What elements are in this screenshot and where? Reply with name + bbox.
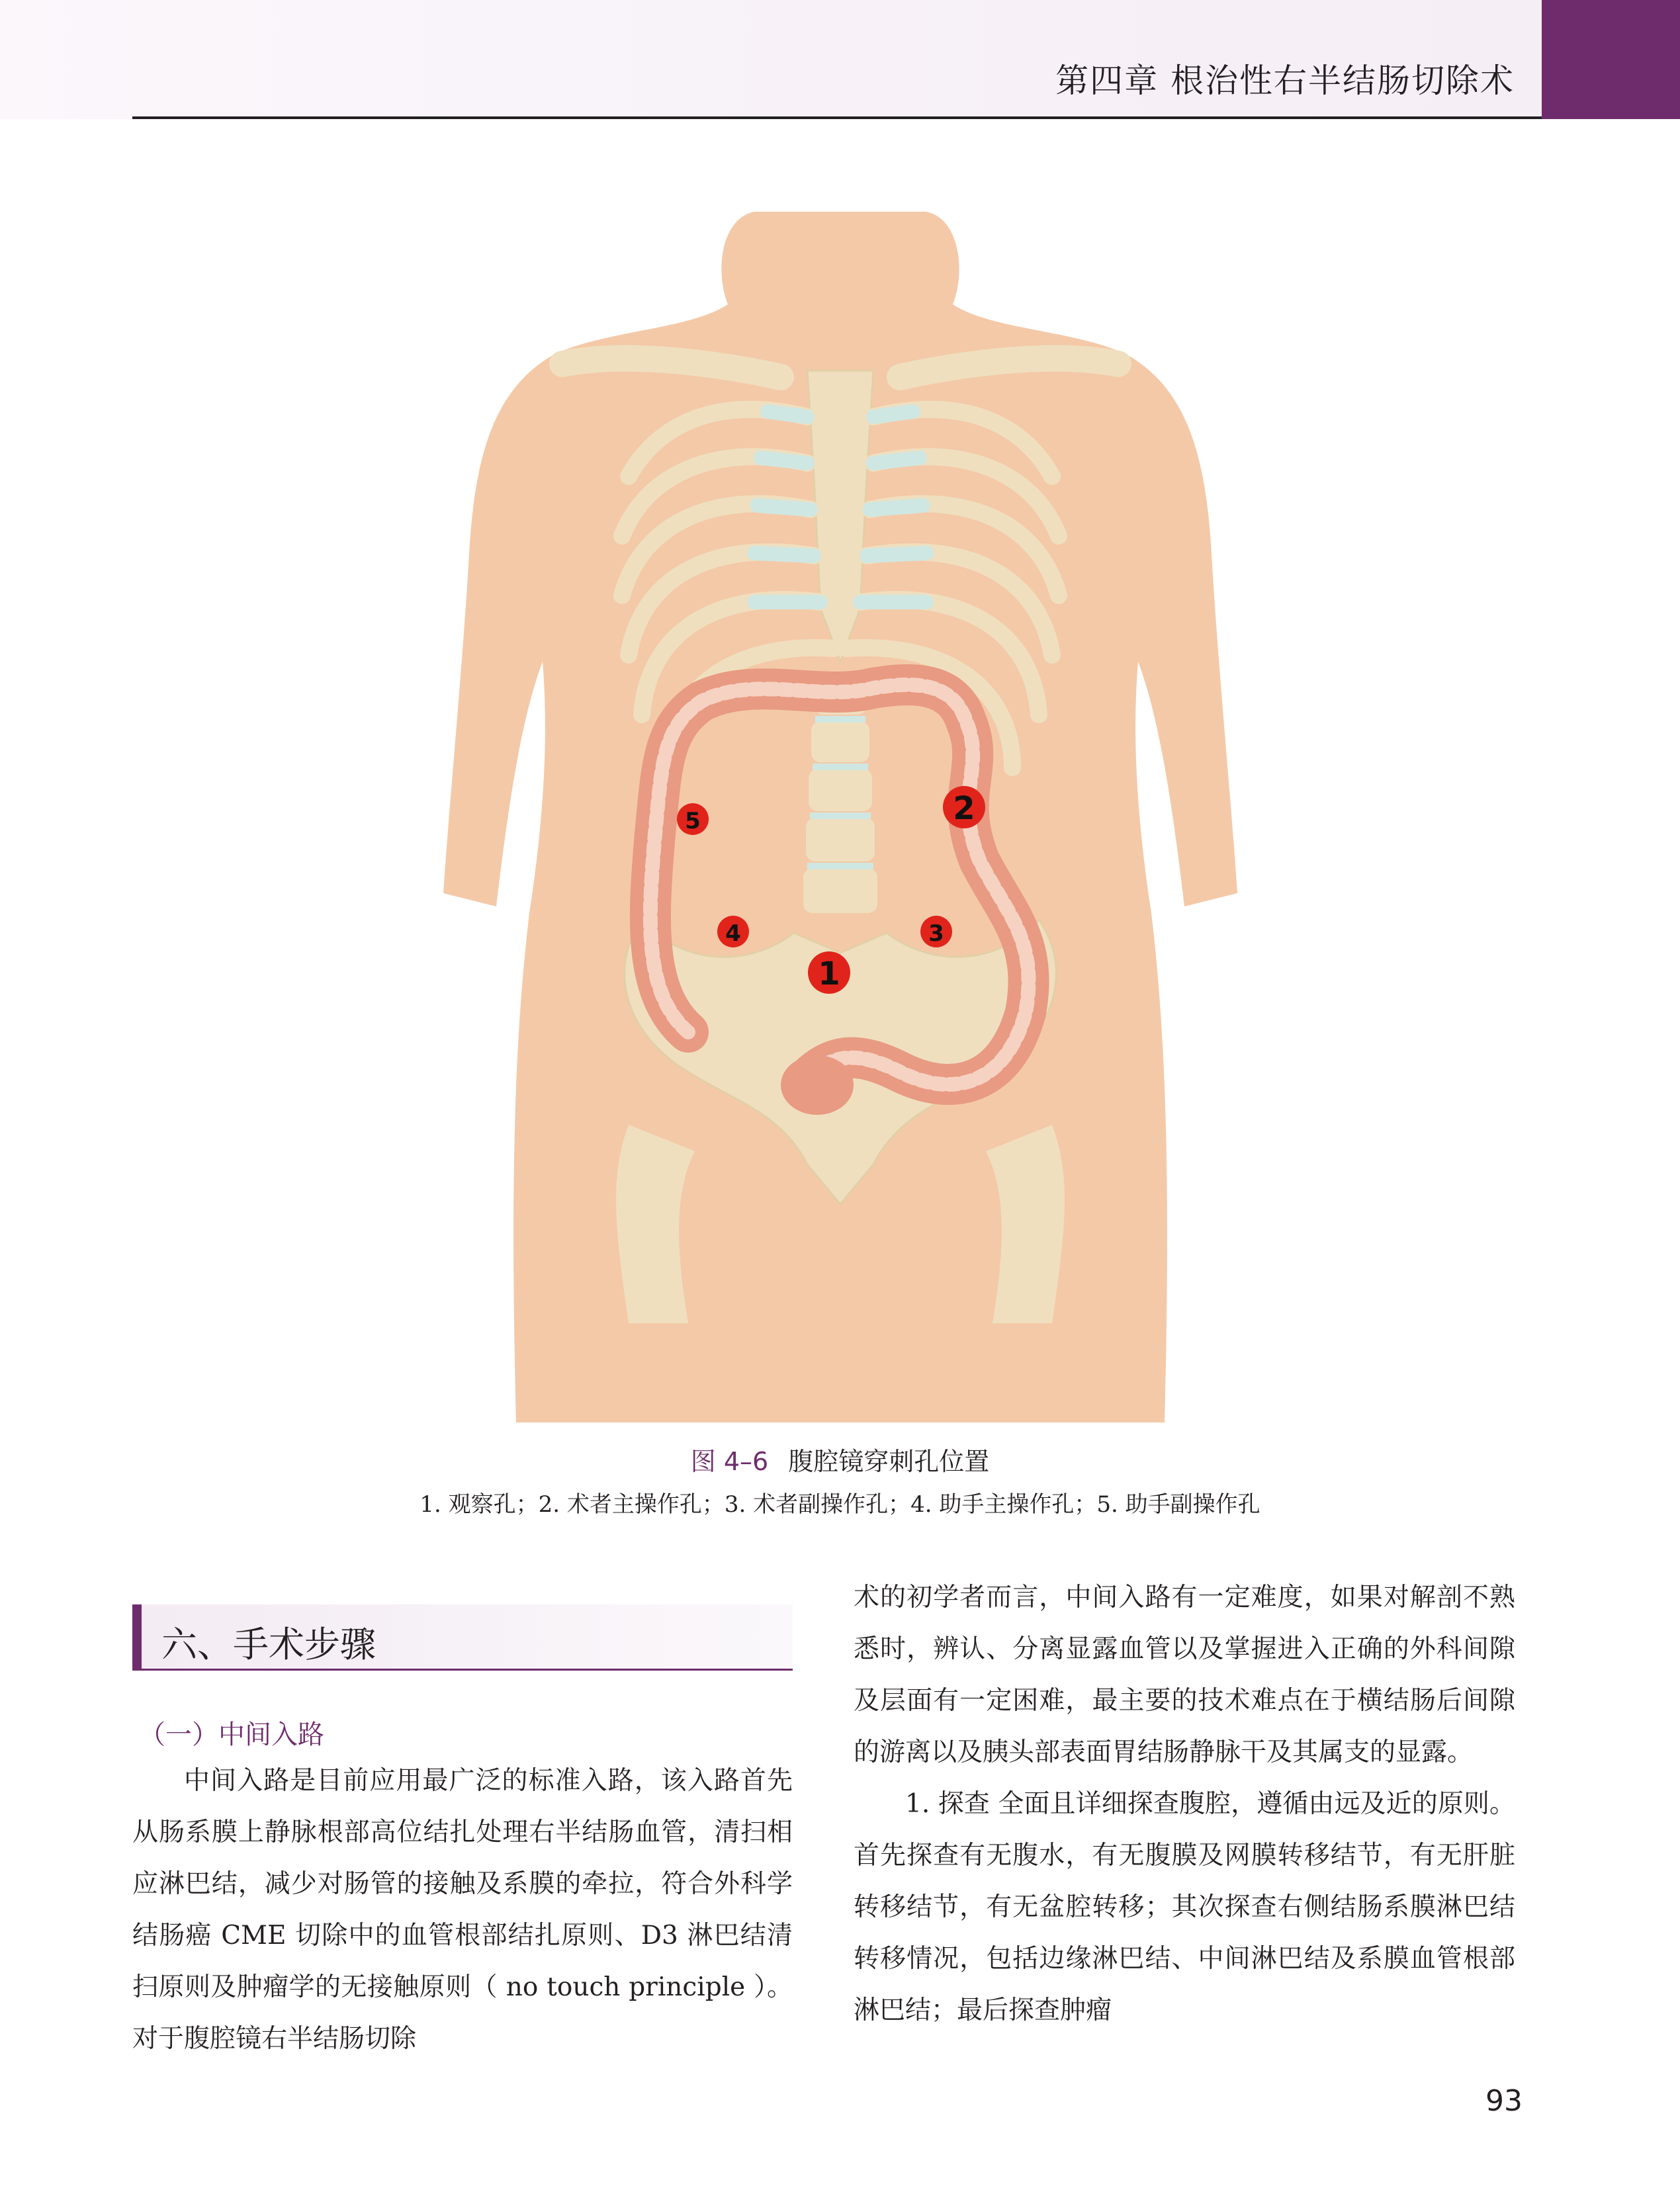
port-marker-2 xyxy=(943,786,985,828)
svg-text:2: 2 xyxy=(953,790,975,827)
section-heading-text: 六、手术步骤 xyxy=(161,1624,376,1665)
page-number: 93 xyxy=(1485,2084,1523,2118)
paragraph-continuation: 术的初学者而言，中间入路有一定难度，如果对解剖不熟悉时，辨认、分离显露血管以及掌握进入正确的外科间隙及层面有一定困难，最主要的技术难点在于横结肠后间隙的游离以及胰头部表面胃结肠静脉干及其属支的显露。 xyxy=(854,1583,1515,1767)
figure-legend: 1. 观察孔；2. 术者主操作孔；3. 术者副操作孔；4. 助手主操作孔；5. 助手副操作孔 xyxy=(420,1491,1260,1518)
svg-text:3: 3 xyxy=(928,920,944,947)
port-marker-4 xyxy=(717,916,749,947)
running-header: 第四章 根治性右半结肠切除术 xyxy=(1055,62,1515,100)
port-marker-1 xyxy=(808,951,850,994)
port-marker-3 xyxy=(920,916,952,947)
left-column xyxy=(132,1755,793,2065)
svg-text:1: 1 xyxy=(818,955,840,992)
port-marker-5 xyxy=(677,803,709,835)
paragraph-medial-approach: 中间入路是目前应用最广泛的标准入路，该入路首先从肠系膜上静脉根部高位结扎处理右半结肠血管，清扫相应淋巴结，减少对肠管的接触及系膜的牵拉，符合外科学结肠癌 CME 切除中的血管根部结扎原则、D3 淋巴结清扫原则及肿瘤学的无接触原则（ no touch principle ）。对于腹腔镜右半结肠切除 xyxy=(132,1766,793,2054)
section-heading xyxy=(132,1604,793,1671)
subsection-heading: （一）中间入路 xyxy=(139,1720,324,1750)
figure-number: 图 4–6 xyxy=(690,1447,769,1476)
header-rule xyxy=(132,116,1542,119)
svg-text:5: 5 xyxy=(685,808,701,834)
paragraph-exploration: 1. 探查 全面且详细探查腹腔，遵循由远及近的原则。首先探查有无腹水，有无腹膜及网膜转移结节，有无肝脏转移结节，有无盆腔转移；其次探查右侧结肠系膜淋巴结转移情况，包括边缘淋巴结、中间淋巴结及系膜血管根部淋巴结；最后探查肿瘤 xyxy=(854,1789,1515,2025)
figure-caption xyxy=(0,1441,1680,1477)
figure-title: 腹腔镜穿刺孔位置 xyxy=(788,1447,990,1476)
laparoscopy-port-illustration xyxy=(410,198,1270,1442)
chapter-tab xyxy=(1542,0,1680,119)
right-column xyxy=(854,1572,1515,2036)
svg-text:4: 4 xyxy=(725,920,741,947)
